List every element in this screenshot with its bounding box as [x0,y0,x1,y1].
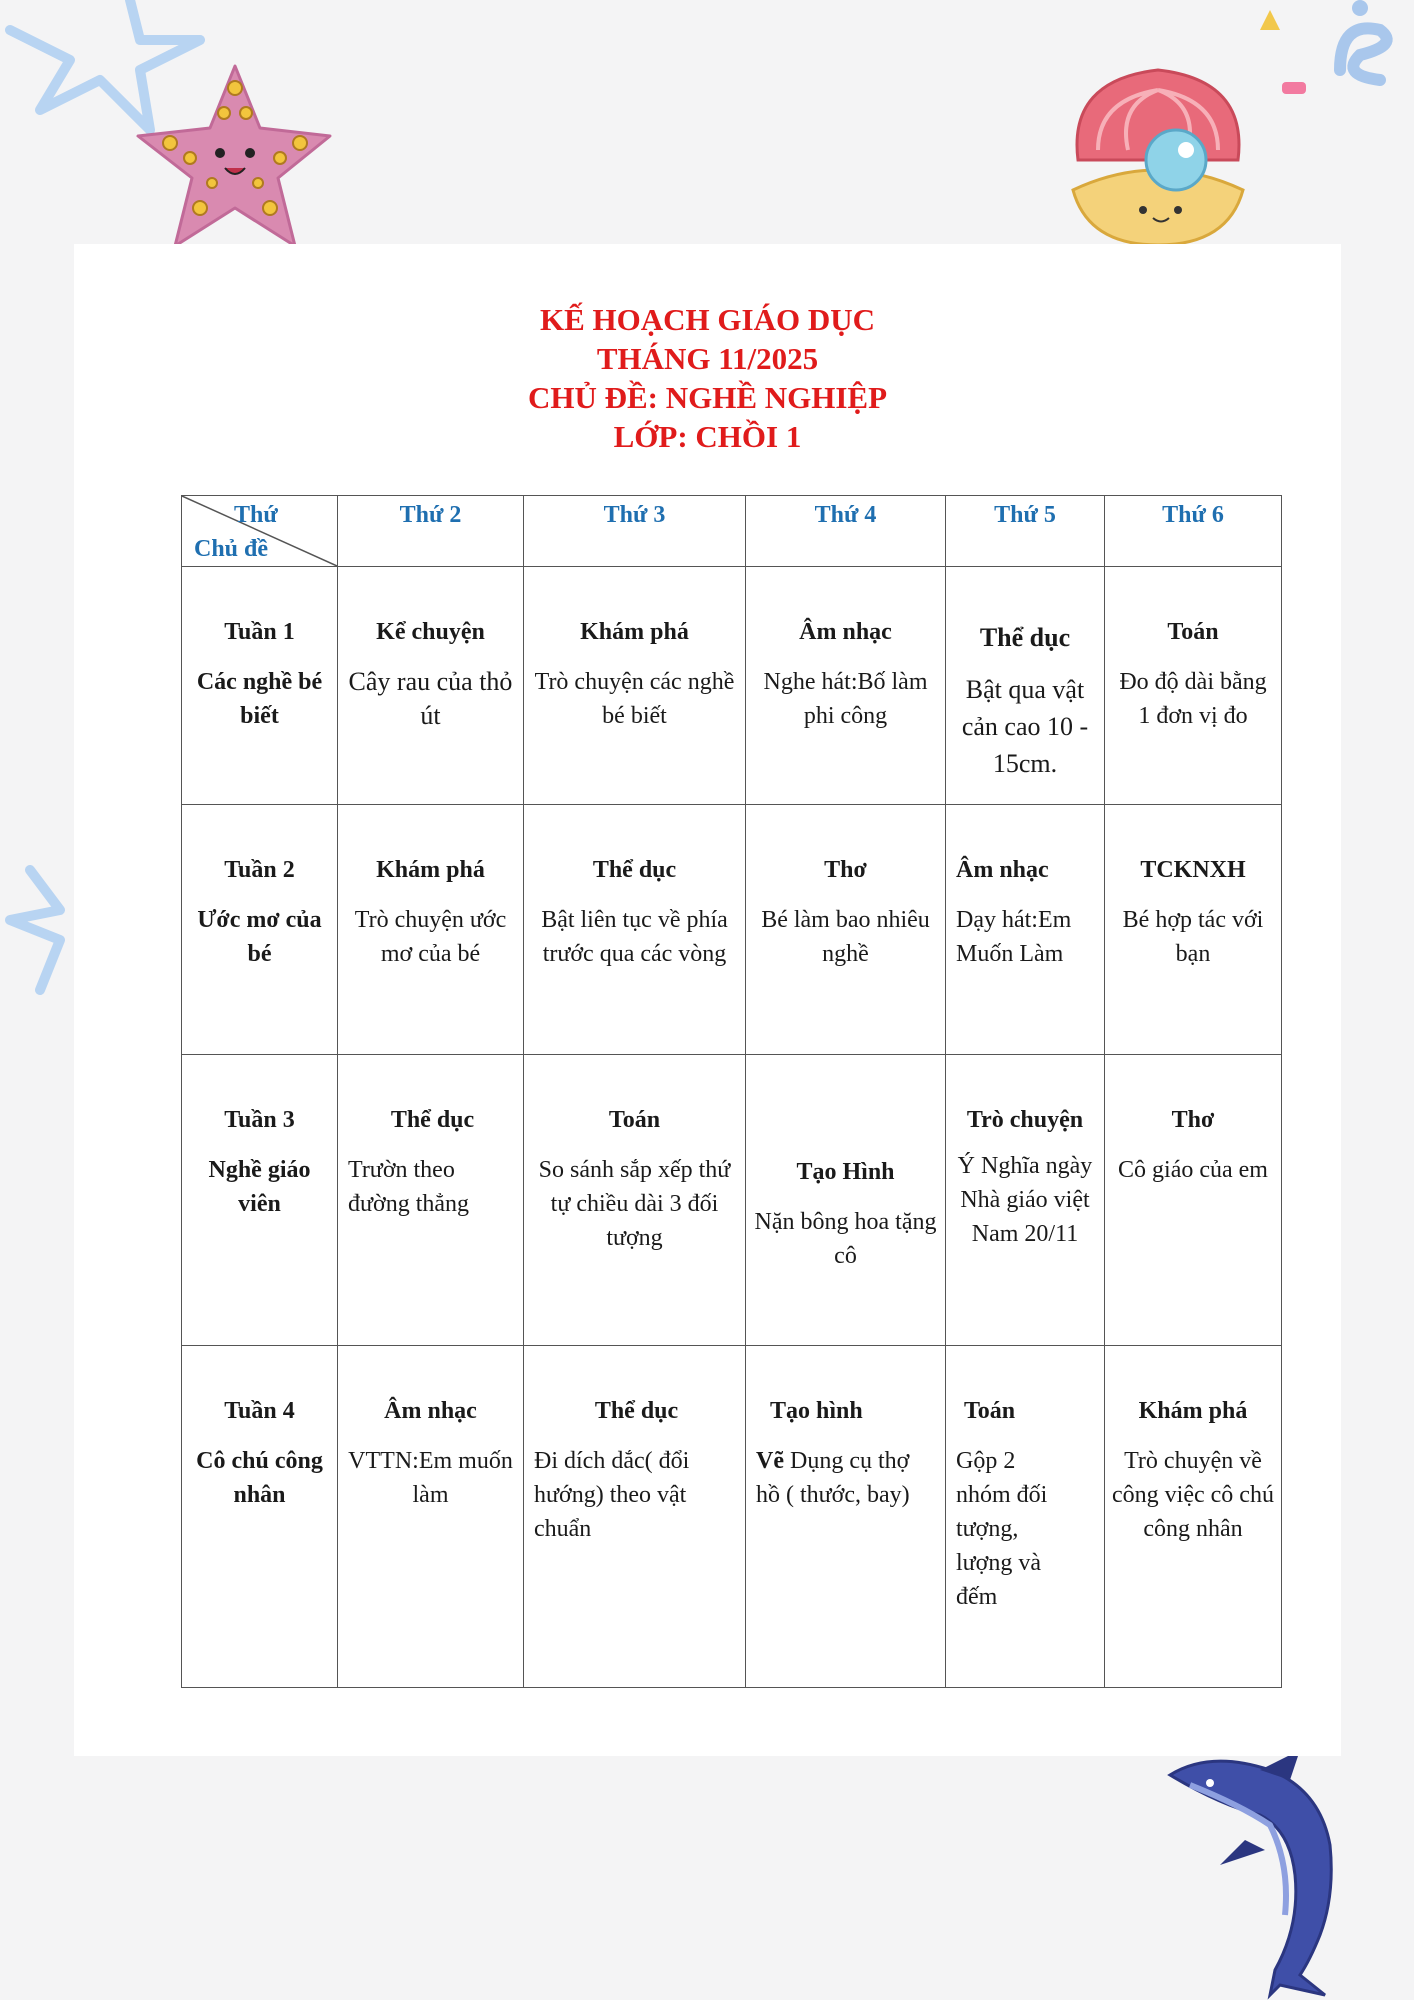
activity-cell [338,567,524,805]
activity-text: Nghe hát:Bố làm phi công [763,669,928,729]
activity-bold-word: Vẽ [756,1448,784,1474]
subject-label: Khám phá [376,857,485,883]
week-cell [182,1346,338,1688]
table-header-row [182,496,1282,567]
subject-label: Khám phá [1138,1398,1248,1424]
corner-topic-label: Chủ đề [194,536,269,562]
column-header-thu-4: Thứ 4 [746,496,946,567]
column-header-thu-5: Thứ 5 [946,496,1105,567]
activity-cell [524,567,746,805]
activity-cell [338,1055,524,1346]
week-topic: Ước mơ của bé [197,907,322,967]
document-page [74,244,1341,1756]
activity-cell [746,1346,946,1688]
table-row [182,567,1282,805]
subject-label: Thể dục [390,1107,475,1133]
title-line-4: LỚP: CHỒI 1 [613,419,802,454]
subject-label: Trò chuyện [966,1107,1084,1133]
subject-label: Tạo Hình [796,1159,895,1185]
table-row [182,805,1282,1055]
document-title [74,300,1341,456]
activity-text: Trò chuyện ước mơ của bé [354,907,507,967]
activity-cell [338,805,524,1055]
activity-text: Gộp 2 nhóm đối tượng, lượng và đếm [956,1448,1048,1610]
column-header-thu-2: Thứ 2 [338,496,524,567]
activity-cell [946,1055,1105,1346]
subject-label: Kể chuyện [376,619,485,645]
activity-text: Bé làm bao nhiêu nghề [761,907,930,967]
activity-cell [1105,805,1282,1055]
activity-text: VTTN:Em muốn làm [348,1448,513,1508]
corner-header-cell [182,496,338,567]
activity-cell [946,805,1105,1055]
week-label: Tuần 3 [224,1107,295,1133]
corner-doodle-decoration [1240,0,1414,120]
starfish-icon [130,58,340,248]
activity-text: Bật liên tục về phía trước qua các vòng [541,907,728,967]
activity-text: Nặn bông hoa tặng cô [754,1209,937,1269]
activity-text: Dạy hát:Em Muốn Làm [956,907,1072,967]
activity-text: Trò chuyện về công việc cô chú công nhân [1112,1448,1274,1542]
subject-label: Âm nhạc [799,619,892,645]
column-header-thu-6: Thứ 6 [1105,496,1282,567]
subject-label: Thơ [1171,1107,1215,1133]
activity-text: So sánh sắp xếp thứ tự chiều dài 3 đối tượng [538,1157,731,1251]
education-plan-table [181,495,1282,1688]
activity-cell [338,1346,524,1688]
activity-cell [524,1346,746,1688]
title-line-3: CHỦ ĐỀ: NGHỀ NGHIỆP [527,380,888,415]
subject-label: Khám phá [580,619,689,645]
subject-label: Toán [1167,619,1219,645]
week-cell [182,805,338,1055]
activity-cell [946,1346,1105,1688]
activity-text [756,1444,939,1512]
subject-label: TCKNXH [1140,857,1246,883]
activity-cell [524,805,746,1055]
activity-text: Cây rau của thỏ út [348,667,513,730]
title-line-1: KẾ HOẠCH GIÁO DỤC [540,302,875,337]
table-row [182,1055,1282,1346]
subject-label: Thơ [824,857,867,883]
activity-cell [1105,567,1282,805]
week-cell [182,567,338,805]
activity-text: Trò chuyện các nghề bé biết [534,669,735,729]
week-label: Tuần 1 [224,619,295,645]
activity-text: Bé hợp tác với bạn [1122,907,1264,967]
activity-text: Đi dích dắc( đổi hướng) theo vật chuẩn [534,1448,690,1542]
starfish-sketch-left-decoration [0,850,80,1000]
subject-label: Âm nhạc [956,857,1049,883]
week-label: Tuần 4 [224,1398,295,1424]
week-topic: Nghề giáo viên [208,1157,311,1217]
subject-label: Tạo hình [770,1398,863,1424]
activity-text: Bật qua vật cản cao 10 - 15cm. [961,675,1089,778]
dolphin-icon [1150,1745,1370,2000]
activity-cell [946,567,1105,805]
activity-text: Ý Nghĩa ngày Nhà giáo việt Nam 20/11 [957,1153,1093,1247]
table-row [182,1346,1282,1688]
subject-label: Thể dục [592,857,677,883]
subject-label: Thể dục [979,623,1071,652]
activity-cell [1105,1055,1282,1346]
clam-pearl-icon [1058,50,1258,250]
subject-label: Toán [964,1398,1016,1424]
activity-cell [746,1055,946,1346]
activity-cell [746,805,946,1055]
activity-rest: Dụng cụ thợ hồ ( thước, bay) [756,1448,910,1508]
corner-day-label: Thứ [234,502,278,528]
subject-label: Toán [608,1107,661,1133]
week-topic: Các nghề bé biết [196,669,323,729]
activity-cell [524,1055,746,1346]
week-label: Tuần 2 [224,857,295,883]
subject-label: Thể dục [594,1398,679,1424]
title-line-2: THÁNG 11/2025 [596,341,819,376]
week-topic: Cô chú công nhân [196,1448,323,1508]
week-cell [182,1055,338,1346]
activity-text: Đo độ dài bằng 1 đơn vị đo [1119,669,1267,729]
activity-text: Trườn theo đường thẳng [348,1157,470,1217]
activity-cell [746,567,946,805]
column-header-thu-3: Thứ 3 [524,496,746,567]
subject-label: Âm nhạc [384,1398,477,1424]
activity-cell [1105,1346,1282,1688]
activity-text: Cô giáo của em [1118,1157,1268,1183]
